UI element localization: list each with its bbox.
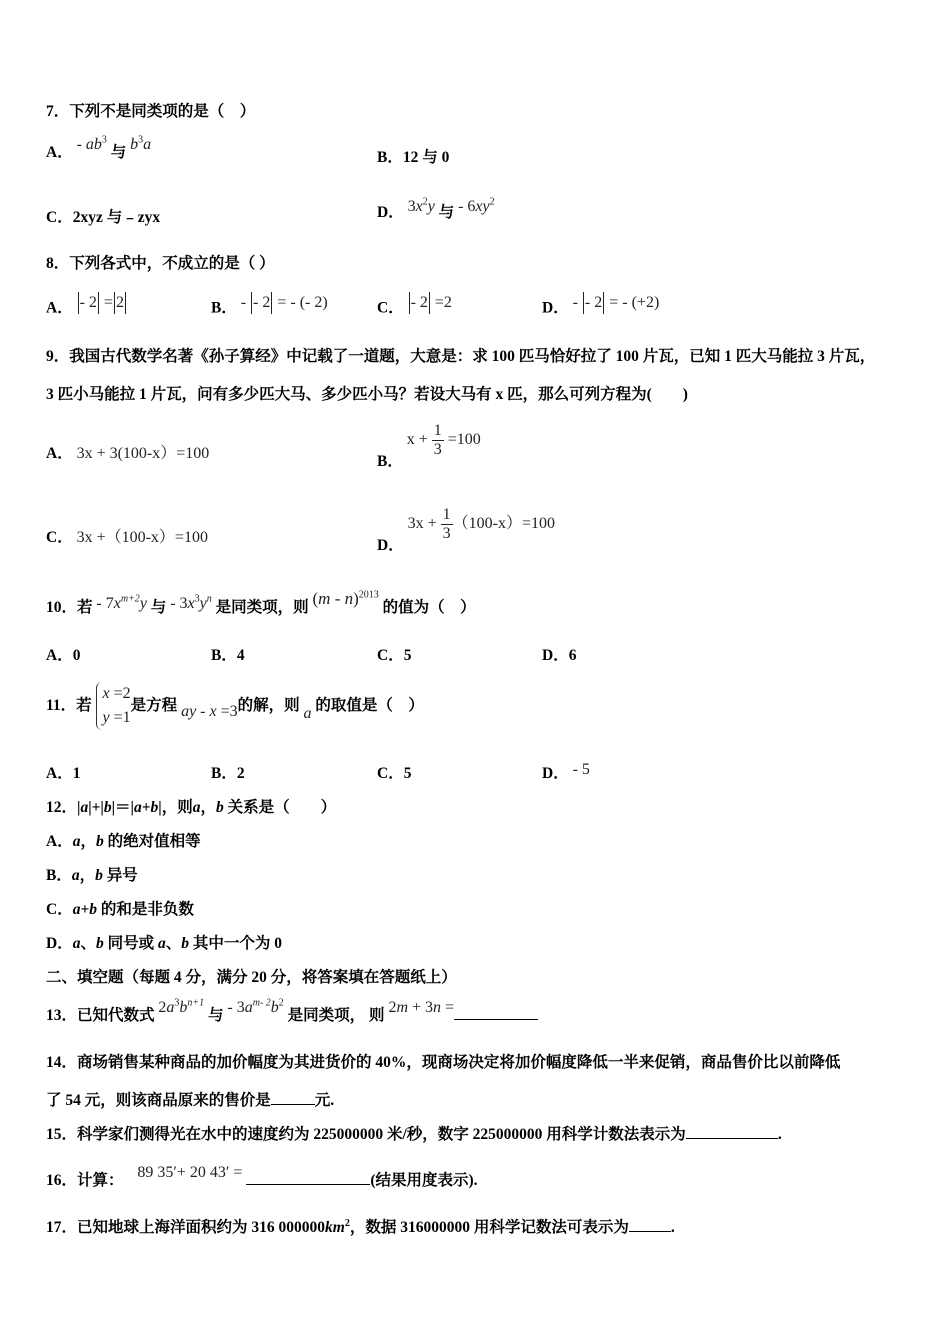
- q9-b-label: B．: [377, 453, 403, 471]
- q17-stem-post: ，数据 316000000 用科学记数法可表示为: [349, 1219, 629, 1236]
- q13-stem-start: 13．已知代数式: [46, 1007, 155, 1024]
- q10-end: 的值为（ ）: [382, 599, 476, 616]
- q9-a-label: A．: [46, 445, 73, 462]
- q12-stem-end: 关系是（ ）: [227, 799, 337, 816]
- q9-c-eq: 3x +（100-x）=100: [76, 529, 208, 546]
- q11-system: x =2 y =1: [96, 682, 131, 730]
- q13-answer-blank[interactable]: [454, 1019, 538, 1020]
- q9-b-eq: x + $\frac{1}{3}$ =100: [406, 422, 481, 458]
- q10-expr1: - $7x^{m+2}y$: [96, 593, 147, 612]
- q16-stem: [46, 1164, 478, 1191]
- q16-stem-text: 16．计算：: [46, 1172, 124, 1189]
- q14-line2-pre: 了 54 元，则该商品原来的售价是: [46, 1092, 271, 1109]
- q17-stem-pre: 17．已知地球上海洋面积约为 316 000000: [46, 1219, 326, 1236]
- q7-d-with: 与: [438, 204, 455, 221]
- q14-answer-blank[interactable]: [271, 1104, 315, 1105]
- q12-c-end: 的和是非负数: [100, 901, 194, 918]
- q12-option-a: A．a，b 的绝对值相等: [46, 833, 201, 850]
- q11-option-b: B．2: [211, 765, 245, 782]
- q13-expr1: $2a^3b^{n+1}$: [158, 997, 205, 1016]
- q12-option-d: D．a、b 同号或 a、b 其中一个为 0: [46, 935, 283, 952]
- q12-d-mid: 同号或: [107, 935, 155, 952]
- q8-b-label: B．: [211, 299, 237, 317]
- q16-answer-blank[interactable]: [246, 1184, 370, 1185]
- q16-end: (结果用度表示).: [370, 1172, 478, 1189]
- q7-d-expr1: $3x^2y$: [407, 196, 435, 215]
- q7-option-b: B．12 与 0: [377, 149, 450, 166]
- q11-d-label: D．: [542, 765, 569, 782]
- q13-mid: 是同类项， 则: [287, 1007, 385, 1024]
- q7-option-a: [46, 134, 152, 163]
- q11-end: 的取值是（ ）: [315, 697, 424, 714]
- q8-a-expr: - 2 = 2: [77, 294, 127, 311]
- q13-expr3: 2m + 3n =: [388, 999, 455, 1016]
- q8-b-expr: - - 2 = - (- 2): [241, 294, 328, 311]
- q9-option-d: [377, 506, 555, 555]
- q13-with: 与: [208, 1007, 224, 1024]
- q8-d-expr: - - 2 = - (+2): [573, 294, 660, 311]
- q12-option-c: C．a+b 的和是非负数: [46, 901, 194, 918]
- q9-d-label: D．: [377, 537, 404, 555]
- q8-stem: 8．下列各式中，不成立的是（ ）: [46, 255, 275, 272]
- q17-end: .: [670, 1219, 675, 1236]
- q11-var-a: a: [303, 705, 312, 722]
- q10-option-c: C．5: [377, 647, 412, 664]
- q11-stem-start: 11．若: [46, 697, 92, 714]
- q17-stem: 17．已知地球上海洋面积约为 316 $000000km^2$，数据 316000000 用科学记数法可表示为 .: [46, 1217, 675, 1236]
- q7-option-c: C．2xyz 与﹣zyx: [46, 209, 161, 226]
- q12-stem-pre: 12．: [46, 799, 78, 816]
- q9-stem-line1: 9．我国古代数学名著《孙子算经》中记载了一道题，大意是：求 100 匹马恰好拉了 100 片瓦，已知 1 匹大马能拉 3 片瓦，: [46, 348, 876, 365]
- q16-expr: 89 35′+ 20 43′ =: [137, 1164, 243, 1181]
- q7-a-expr1: - $ab^3$: [76, 134, 107, 153]
- q12-d-end: 其中一个为 0: [192, 935, 283, 952]
- q8-a-label: A．: [46, 299, 73, 317]
- q8-option-d: [542, 293, 660, 320]
- q7-a-label: A．: [46, 144, 73, 161]
- q8-d-label: D．: [542, 299, 569, 317]
- q7-option-d: [377, 196, 495, 223]
- q8-c-expr: - 2 =2: [408, 294, 452, 311]
- q11-mid2: 的解，则: [237, 697, 300, 714]
- q8-option-a: [46, 293, 127, 320]
- q15-stem-text: 15．科学家们测得光在水中的速度约为 225000000 米/秒，数字 225000000 用科学计数法表示为: [46, 1126, 686, 1143]
- q8-option-b: [211, 293, 328, 320]
- q7-d-label: D．: [377, 204, 404, 221]
- q11-option-c: C．5: [377, 765, 412, 782]
- q7-a-with: 与: [110, 144, 127, 161]
- q11-stem: [46, 682, 424, 730]
- q12-condition: |a|+|b|＝|a+b|: [77, 799, 162, 816]
- section-2-heading: 二、填空题（每题 4 分，满分 20 分，将答案填在答题纸上）: [46, 969, 457, 986]
- q10-expr2: - $3x^3y^n$: [170, 593, 212, 612]
- q10-stem-start: 10．若: [46, 599, 93, 616]
- q14-line2: [46, 1091, 334, 1111]
- q13-expr2: - $3a^{m- 2}b^2$: [227, 997, 284, 1016]
- q12-stem-post: ，则: [161, 799, 193, 816]
- q15-end: .: [777, 1126, 782, 1143]
- q12-a-end: 的绝对值相等: [107, 833, 201, 850]
- q12-option-b: B．a，b 异号: [46, 867, 138, 884]
- q14-line2-post: 元.: [314, 1092, 335, 1109]
- q7-a-expr2: $b^3a$: [130, 134, 152, 153]
- q12-b-end: 异号: [106, 867, 138, 884]
- q8-option-c: [377, 293, 452, 320]
- q10-option-a: A．0: [46, 647, 81, 664]
- q11-option-a: A．1: [46, 765, 81, 782]
- q17-answer-blank[interactable]: [629, 1231, 671, 1232]
- q9-stem-line2: 3 匹小马能拉 1 片瓦，问有多少匹大马、多少匹小马？若设大马有 x 匹，那么可列方程为( ): [46, 386, 688, 403]
- q8-c-label: C．: [377, 299, 404, 317]
- q12-stem: 12．|a|+|b|＝|a+b|，则a，b 关系是（ ）: [46, 799, 337, 816]
- q9-a-eq: 3x + 3(100-x）=100: [76, 445, 210, 462]
- q7-stem: 7．下列不是同类项的是（ ）: [46, 103, 256, 120]
- q10-with: 与: [150, 599, 167, 616]
- q9-d-eq: 3x + $\frac{1}{3}$ （100-x）=100: [407, 506, 555, 542]
- q10-mid: 是同类项，则: [215, 599, 309, 616]
- q10-expr3: (m - n)$^{2013}$: [312, 589, 379, 608]
- q10-option-d: D．6: [542, 647, 577, 664]
- q7-d-expr2: - $6xy^2$: [458, 196, 495, 215]
- q9-option-a: [46, 444, 209, 464]
- q11-d-value: - 5: [572, 761, 590, 778]
- q15-stem: [46, 1125, 782, 1145]
- q13-stem: [46, 997, 538, 1026]
- q9-option-b: [377, 422, 481, 471]
- q14-line1: 14．商场销售某种商品的加价幅度为其进货价的 40%，现商场决定将加价幅度降低一半来促销，商品售价比以前降低: [46, 1054, 841, 1071]
- q11-mid: 是方程: [130, 697, 178, 714]
- q9-c-label: C．: [46, 529, 73, 546]
- q11-option-d: [542, 761, 590, 784]
- q10-stem: [46, 589, 476, 618]
- q15-answer-blank[interactable]: [686, 1138, 778, 1139]
- q11-equation: ay - x =3: [181, 703, 238, 720]
- q10-option-b: B．4: [211, 647, 245, 664]
- q9-option-c: [46, 528, 208, 548]
